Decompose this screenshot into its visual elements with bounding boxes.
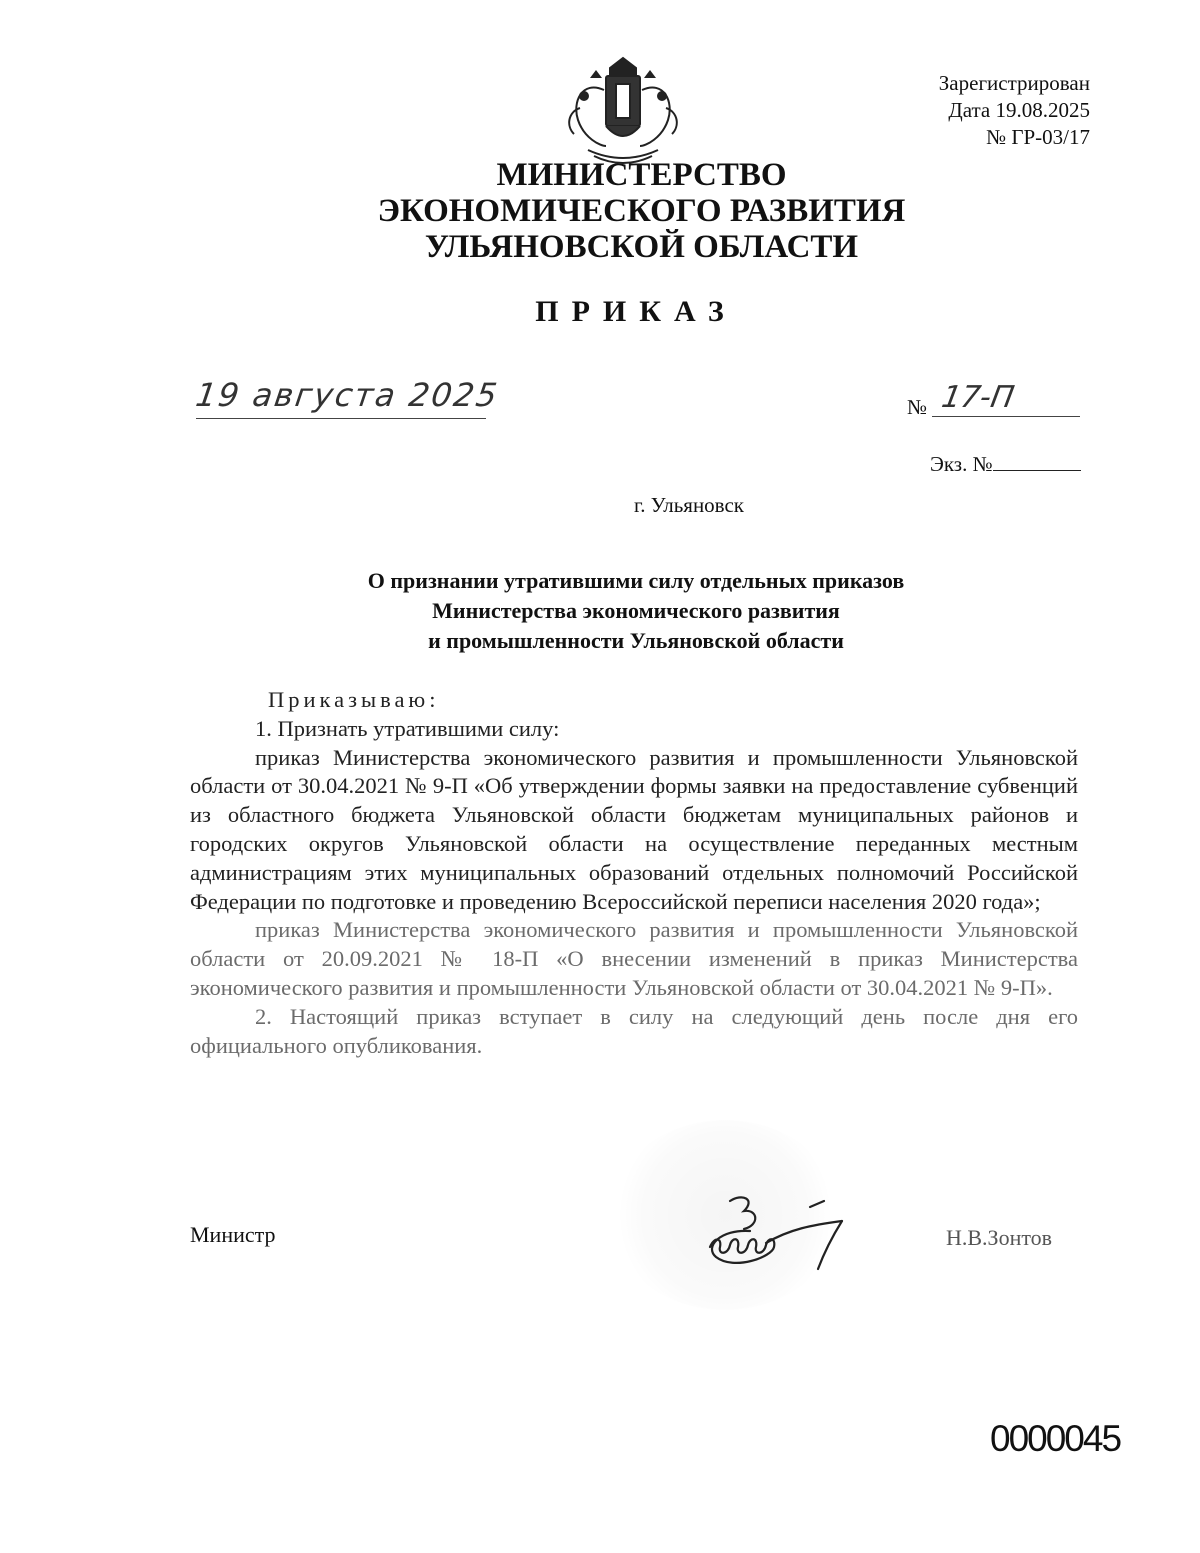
coat-of-arms-icon	[560, 50, 686, 170]
ministry-header	[0, 157, 1200, 265]
ministry-line-2: ЭКОНОМИЧЕСКОГО РАЗВИТИЯ	[377, 193, 906, 229]
order-number-label: №	[907, 395, 928, 419]
order-subject	[36, 566, 1200, 656]
registration-block	[939, 70, 1090, 151]
subject-line-2: Министерства экономического развития	[432, 598, 840, 623]
order-number-handwritten: 17-П	[938, 380, 1017, 415]
signer-name: Н.В.Зонтов	[946, 1225, 1053, 1250]
order-title: ПРИКАЗ	[535, 295, 737, 328]
item-1-order-b: приказ Министерства экономического развития и промышленности Ульяновской области от 20.09.2021 № 18-П «О внесении изменений в приказ Министерства экономического развития и промышленности Ульяновской области от 30.04.2021 № 9-П».	[190, 917, 1078, 1000]
copy-number-label: Экз. №	[930, 452, 993, 476]
date-underline	[196, 418, 486, 419]
serial-number: 0000045	[990, 1418, 1121, 1459]
copy-number	[930, 452, 1081, 477]
item-1-order-a: приказ Министерства экономического развития и промышленности Ульяновской области от 30.04.2021 № 9-П «Об утверждении формы заявки на предоставление субвенций из областного бюджета Ульяновской области бюджетам муниципальных районов и городских округов Ульяновской области на осуществление переданных местным администрациям этих муниципальных образований отдельных полномочий Российской Федерации по подготовке и проведению Всероссийской переписи населения 2020 года»;	[190, 744, 1078, 914]
ministry-line-3: УЛЬЯНОВСКОЙ ОБЛАСТИ	[424, 229, 859, 265]
orders-intro: Приказываю:	[268, 687, 440, 712]
number-underline	[932, 416, 1080, 417]
handwritten-signature	[700, 1185, 850, 1275]
subject-line-1: О признании утратившими силу отдельных приказов	[367, 568, 905, 593]
registration-date: Дата 19.08.2025	[948, 98, 1090, 122]
item-2: 2. Настоящий приказ вступает в силу на следующий день после дня его официального опубликования.	[190, 1003, 1078, 1058]
item-1: 1. Признать утратившими силу:	[255, 715, 560, 741]
ministry-line-1: МИНИСТЕРСТВО	[496, 157, 787, 193]
registration-status: Зарегистрирован	[938, 71, 1090, 95]
city: г. Ульяновск	[633, 493, 744, 517]
order-body	[190, 686, 1078, 1060]
subject-line-3: и промышленности Ульяновской области	[428, 628, 844, 653]
signer-position: Министр	[190, 1222, 276, 1247]
order-date-handwritten: 19 августа 2025	[193, 376, 502, 414]
registration-number: № ГР-03/17	[986, 125, 1090, 149]
copy-number-blank	[993, 452, 1081, 471]
